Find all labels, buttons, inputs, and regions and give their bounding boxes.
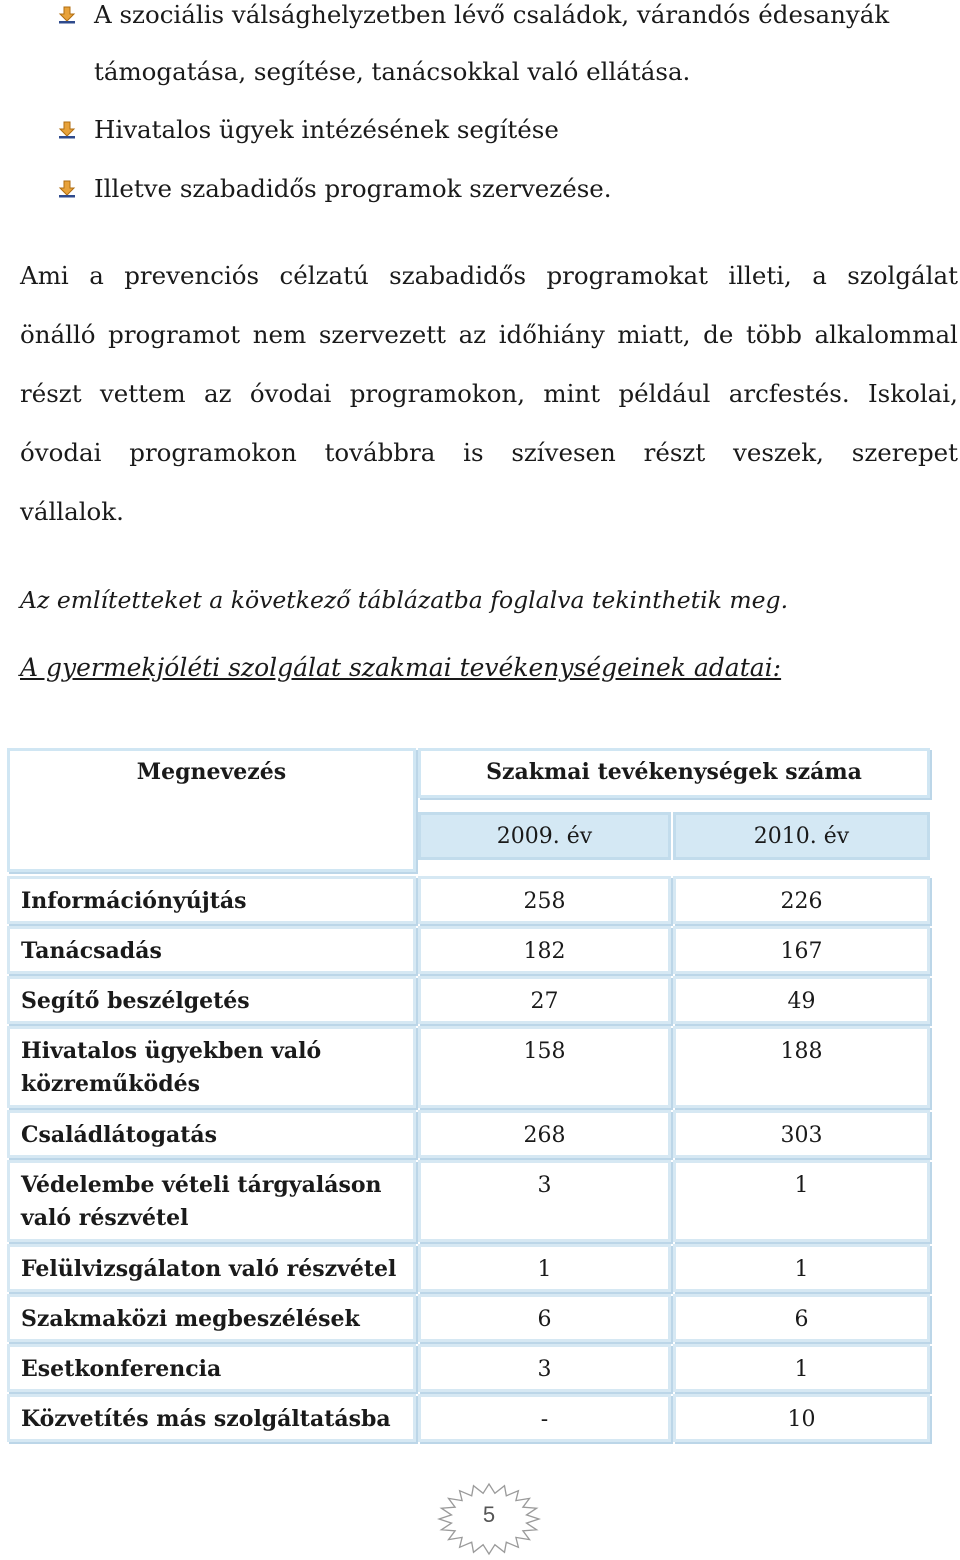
header-year-2009 bbox=[418, 812, 671, 860]
table-row-label bbox=[7, 1244, 416, 1292]
row-label-line: Családlátogatás bbox=[21, 1122, 218, 1148]
bullet-arrow-icon bbox=[58, 121, 76, 139]
table-cell-v2009: 3 bbox=[418, 1344, 671, 1392]
word: célzatú bbox=[279, 261, 369, 290]
word: illeti, bbox=[728, 261, 792, 290]
table-cell-v2010: 167 bbox=[673, 926, 930, 974]
word: is bbox=[463, 438, 484, 467]
word: programokat bbox=[546, 261, 708, 290]
table-row-label bbox=[7, 1394, 416, 1442]
word: szervezett bbox=[318, 320, 446, 349]
bullet-text-continued: támogatása, segítése, tanácsokkal való ellátása. bbox=[94, 57, 691, 86]
row-label-line: Segítő beszélgetés bbox=[21, 988, 250, 1014]
table-intro-text: Az említetteket a következő táblázatba foglalva tekinthetik meg. bbox=[20, 586, 789, 614]
paragraph-line bbox=[20, 438, 958, 468]
row-label-line: Tanácsadás bbox=[21, 938, 162, 964]
table-cell-v2009: 268 bbox=[418, 1110, 671, 1158]
table-row-label bbox=[7, 1110, 416, 1158]
table-heading: A gyermekjóléti szolgálat szakmai tevékenységeinek adatai: bbox=[20, 653, 782, 682]
row-label-line: Védelembe vételi tárgyaláson bbox=[21, 1172, 382, 1198]
bullet-text: Illetve szabadidős programok szervezése. bbox=[94, 174, 612, 203]
row-label-line: Szakmaközi megbeszélések bbox=[21, 1306, 360, 1332]
table-cell-v2010: 10 bbox=[673, 1394, 930, 1442]
paragraph-line bbox=[20, 379, 958, 409]
row-label-line: való részvétel bbox=[21, 1205, 189, 1231]
table-cell-v2009: 6 bbox=[418, 1294, 671, 1342]
table-cell-v2010: 49 bbox=[673, 976, 930, 1024]
table-cell-v2009: 258 bbox=[418, 876, 671, 924]
word: de bbox=[703, 320, 734, 349]
word: vállalok. bbox=[20, 497, 124, 526]
word: nem bbox=[252, 320, 307, 349]
row-label-line: közreműködés bbox=[21, 1071, 200, 1097]
word: Ami bbox=[20, 261, 69, 290]
word: az bbox=[204, 379, 232, 408]
word: óvodai bbox=[249, 379, 332, 408]
word: önálló bbox=[20, 320, 96, 349]
row-label-line: Információnyújtás bbox=[21, 888, 247, 914]
page-number-badge bbox=[437, 1482, 541, 1556]
word: szívesen bbox=[511, 438, 616, 467]
paragraph-line bbox=[20, 261, 958, 291]
table-cell-v2010: 1 bbox=[673, 1160, 930, 1242]
table-cell-v2010: 6 bbox=[673, 1294, 930, 1342]
word: Iskolai, bbox=[868, 379, 958, 408]
word: szolgálat bbox=[847, 261, 958, 290]
table-cell-v2009: 27 bbox=[418, 976, 671, 1024]
table-row-label bbox=[7, 976, 416, 1024]
word: programokon, bbox=[349, 379, 526, 408]
table-row-label bbox=[7, 1026, 416, 1108]
word: vettem bbox=[99, 379, 186, 408]
word: például bbox=[618, 379, 711, 408]
bullet-arrow-icon bbox=[58, 180, 76, 198]
word: miatt, bbox=[617, 320, 691, 349]
year-label: 2010. év bbox=[753, 824, 850, 849]
page-number: 5 bbox=[482, 1502, 496, 1527]
row-label-line: Hivatalos ügyekben való bbox=[21, 1038, 322, 1064]
word: a bbox=[812, 261, 827, 290]
word: továbbra bbox=[324, 438, 436, 467]
table-row-label bbox=[7, 876, 416, 924]
word: óvodai bbox=[20, 438, 102, 467]
word: programot bbox=[108, 320, 241, 349]
row-label-line: Esetkonferencia bbox=[21, 1356, 222, 1382]
table-cell-v2010: 303 bbox=[673, 1110, 930, 1158]
paragraph-line bbox=[20, 497, 958, 527]
bullet-text: A szociális válsághelyzetben lévő családok, várandós édesanyák bbox=[94, 0, 890, 29]
header-megnevezes-label: Megnevezés bbox=[136, 759, 287, 785]
bullet-arrow-icon bbox=[58, 6, 76, 24]
table-cell-v2010: 188 bbox=[673, 1026, 930, 1108]
word: prevenciós bbox=[124, 261, 260, 290]
word: programokon bbox=[129, 438, 297, 467]
table-cell-v2009: - bbox=[418, 1394, 671, 1442]
word: több bbox=[745, 320, 802, 349]
table-row-label bbox=[7, 1344, 416, 1392]
table-row-label bbox=[7, 1294, 416, 1342]
header-megnevezes bbox=[7, 748, 416, 872]
table-cell-v2009: 3 bbox=[418, 1160, 671, 1242]
header-group bbox=[418, 748, 930, 798]
table-cell-v2009: 1 bbox=[418, 1244, 671, 1292]
word: a bbox=[89, 261, 104, 290]
word: szabadidős bbox=[389, 261, 527, 290]
year-label: 2009. év bbox=[496, 824, 593, 849]
row-label-line: Felülvizsgálaton való részvétel bbox=[21, 1256, 397, 1282]
word: veszek, bbox=[732, 438, 824, 467]
word: az bbox=[458, 320, 487, 349]
table-cell-v2010: 226 bbox=[673, 876, 930, 924]
word: mint bbox=[543, 379, 601, 408]
table-row-label bbox=[7, 926, 416, 974]
table-cell-v2009: 182 bbox=[418, 926, 671, 974]
paragraph-line bbox=[20, 320, 958, 350]
table-cell-v2010: 1 bbox=[673, 1344, 930, 1392]
word: időhiány bbox=[498, 320, 605, 349]
table-row-label bbox=[7, 1160, 416, 1242]
header-group-label: Szakmai tevékenységek száma bbox=[486, 759, 862, 785]
table-cell-v2009: 158 bbox=[418, 1026, 671, 1108]
bullet-text: Hivatalos ügyek intézésének segítése bbox=[94, 115, 559, 144]
word: szerepet bbox=[851, 438, 958, 467]
table-cell-v2010: 1 bbox=[673, 1244, 930, 1292]
word: részt bbox=[20, 379, 82, 408]
word: alkalommal bbox=[814, 320, 958, 349]
word: részt bbox=[643, 438, 706, 467]
header-year-2010 bbox=[673, 812, 930, 860]
word: arcfestés. bbox=[728, 379, 850, 408]
row-label-line: Közvetítés más szolgáltatásba bbox=[21, 1406, 391, 1432]
